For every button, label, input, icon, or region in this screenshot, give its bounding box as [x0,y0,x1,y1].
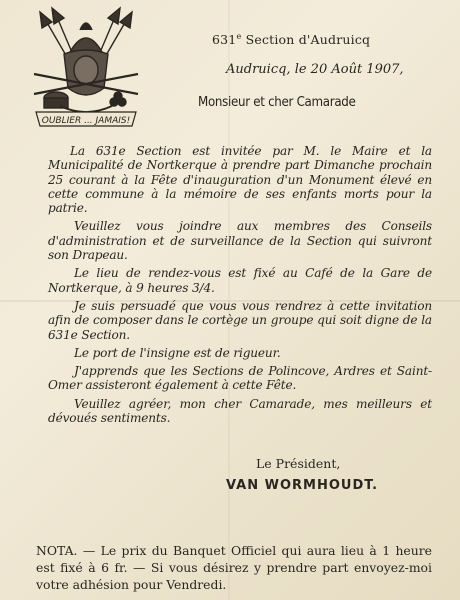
body-paragraph-join: Veuillez vous joindre aux membres des Conseils d'administration et de surveillance de la Section qui suivront son Drapeau. [48,219,432,263]
signature-name: VAN WORMHOUDT. [226,478,379,493]
body-paragraph-persuaded: Je suis persuadé que vous vous rendrez à cette invitation afin de composer dans le cortège un groupe qui soit digne de la 631e Section. [48,298,432,342]
nota-text: NOTA. — Le prix du Banquet Officiel qui aura lieu à 1 heure est fixé à 6 fr. — Si vous désirez y prendre part envoyez-moi votre adhésion pour Vendredi. [36,543,432,592]
body-paragraph-meeting-place: Le lieu de rendez-vous est fixé au Café de la Gare de Nortkerque, à 9 heures 3/4. [48,266,432,295]
body-paragraph-closing: Veuillez agréer, mon cher Camarade, mes meilleurs et dévoués sentiments. [48,396,432,426]
body-paragraph-insignia: Le port de l'insigne est de rigueur. [74,345,281,360]
section-name: Section d'Audruicq [241,32,371,48]
section-number-suffix: e [236,32,242,41]
signature-title: Le Président, [256,456,341,471]
section-title [212,32,370,47]
letter-body [48,144,432,429]
section-number: 631 [212,32,237,48]
emblem-drawing [30,6,142,136]
nota-block [36,542,432,593]
emblem-motto: OUBLIER ... JAMAIS! [41,116,131,126]
body-paragraph-other-sections: J'apprends que les Sections de Polincove, Ardres et Saint-Omer assisteront également à cette Fête. [48,364,432,393]
date-line: Audruicq, le 20 Août 1907, [226,62,404,77]
veterans-emblem-icon [30,6,142,136]
body-paragraph-invitation: La 631e Section est invitée par M. le Maire et la Municipalité de Nortkerque à prendre part Dimanche prochain 25 courant à la Fête d'inauguration d'un Monument élevé en cette commune à la mémoire de ses enfants morts pour la patrie. [48,144,432,216]
salutation-heading: Monsieur et cher Camarade [198,95,356,110]
